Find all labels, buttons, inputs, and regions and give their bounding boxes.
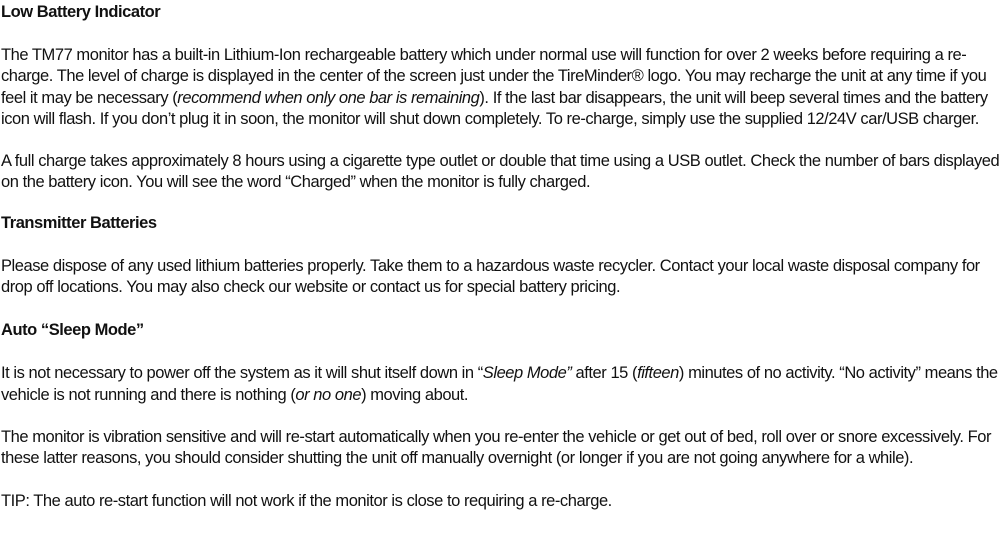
sleep-p1-text-a: It is not necessary to power off the system as it will shut itself down in “ <box>1 364 483 383</box>
sleep-mode-paragraph-1 <box>1 363 1007 406</box>
sleep-p1-text-c: after 15 ( <box>571 364 638 383</box>
sleep-p1-text-g: ) moving about. <box>361 385 469 404</box>
tip-paragraph: TIP: The auto re-start function will not work if the monitor is close to requiring a re-charge. <box>1 491 612 510</box>
low-battery-paragraph-1 <box>1 45 1007 130</box>
sleep-p1-italic-sleep-mode: Sleep Mode” <box>482 364 572 383</box>
sleep-p1-italic-no-one: or no one <box>295 385 362 404</box>
transmitter-heading: Transmitter Batteries <box>1 213 157 232</box>
sleep-p1-text-e: ) minutes of no activity. “No activity” means the vehicle is not running and there is nothing ( <box>1 364 998 404</box>
low-battery-paragraph-2: A full charge takes approximately 8 hours using a cigarette type outlet or double that time using a USB outlet. Check the number of bars displayed on the battery icon. You will see the word “Charged” when the monitor is fully charged. <box>1 152 1000 192</box>
sleep-mode-heading: Auto “Sleep Mode” <box>1 321 144 340</box>
low-battery-p1-text-c: ). If the last bar disappears, the unit will beep several times and the battery icon will flash. If you don’t plug it in soon, the monitor will shut down completely. To re-charge, simply use the supplied 12/24V car/USB charger. <box>1 88 988 128</box>
low-battery-heading: Low Battery Indicator <box>1 3 161 21</box>
transmitter-paragraph-1: Please dispose of any used lithium batteries properly. Take them to a hazardous waste recycler. Contact your local waste disposal company for drop off locations. You may also check our website or contact us for special battery pricing. <box>1 256 980 297</box>
sleep-mode-paragraph-2: The monitor is vibration sensitive and will re-start automatically when you re-enter the vehicle or get out of bed, roll over or snore excessively. For these latter reasons, you should consider shutting the unit off manually overnight (or longer if you are not going anywhere for a while). <box>1 427 992 468</box>
low-battery-p1-italic: recommend when only one bar is remaining <box>177 88 480 107</box>
sleep-p1-italic-fifteen: fifteen <box>637 364 679 383</box>
low-battery-p1-text-a: The TM77 monitor has a built-in Lithium-Ion rechargeable battery which under normal use will function for over 2 weeks before requiring a re-charge. The level of charge is displayed in the center of the screen just under the TireMinder® logo. You may recharge the unit at any time if you feel it may be necessary ( <box>1 46 987 107</box>
